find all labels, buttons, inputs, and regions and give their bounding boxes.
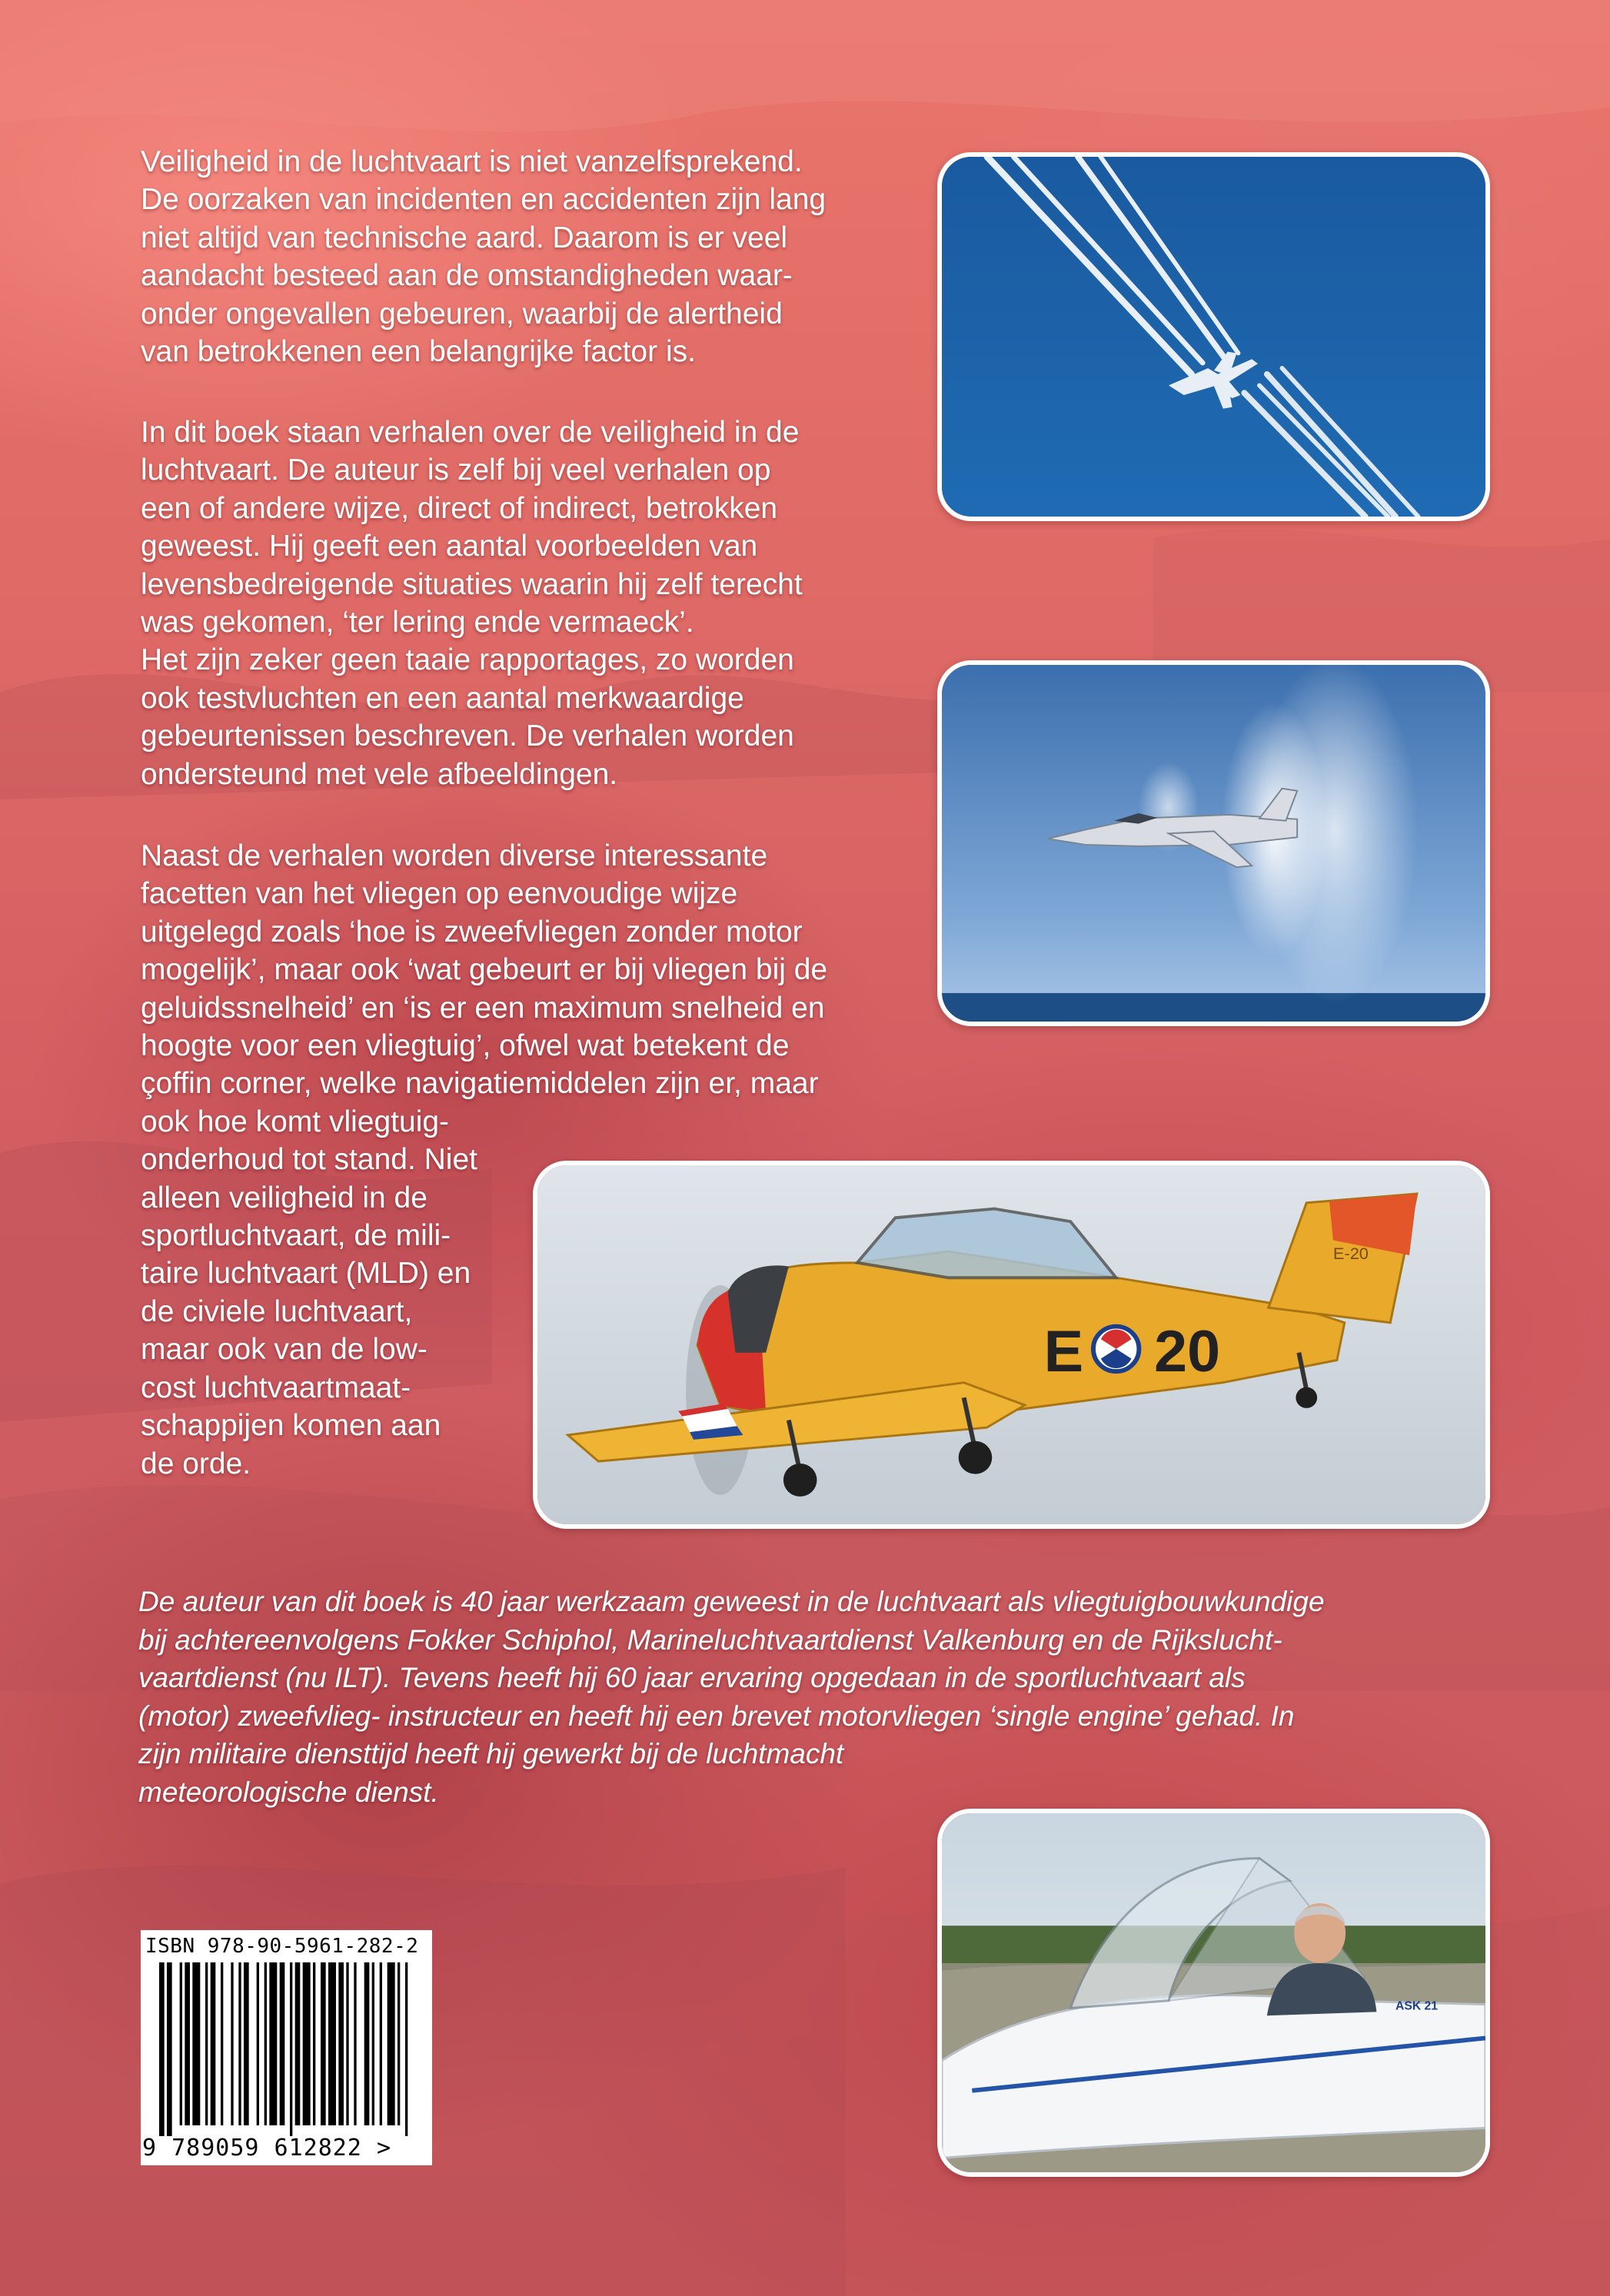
- barcode-bar: [338, 1962, 344, 2125]
- photo-author-in-glider: [937, 1809, 1490, 2177]
- barcode-bar: [257, 1962, 259, 2125]
- photo-fighter-jet-vapor-cone: [937, 660, 1490, 1026]
- barcode-bar: [295, 1962, 301, 2125]
- topics-paragraph: Naast de verhalen worden diverse interessante facetten van het vliegen op eenvoudige wijze uitgelegd zoals ‘hoe is zweefvliegen zonder motor mogelijk’, maar ook ‘wat gebeurt er bij vliegen bij de geluidssnelheid’ en ‘is er een maximum snelheid en hoogte voor een vliegtuig’, ofwel wat betekent de çoffin corner, welke navigatiemiddelen zijn er, maar ook hoe komt vliegtuig- onderhoud tot stand. Niet alleen veiligheid in de sportluchtvaart, de mili- taire luchtvaart (MLD) en de civiele luchtvaart, maar ook van de low- cost luchtvaartmaat- schappijen komen aan de orde.: [141, 839, 828, 1480]
- barcode-bar: [238, 1962, 241, 2125]
- photo-airliner-contrails: [937, 152, 1490, 521]
- barcode-bar: [185, 1962, 190, 2125]
- barcode-bar: [180, 1962, 182, 2125]
- barcode-bar: [244, 1962, 249, 2125]
- barcode-bar: [211, 1962, 216, 2125]
- trainer-number-text: 20: [1154, 1319, 1221, 1384]
- barcode-bar: [328, 1962, 336, 2125]
- isbn-digits: 9 789059 612822 >: [142, 2135, 392, 2161]
- barcode-bar: [167, 1962, 172, 2136]
- barcode-bar: [346, 1962, 348, 2125]
- barcode-bar: [280, 1962, 285, 2125]
- barcode-bar: [388, 1962, 395, 2125]
- barcode-bar: [264, 1962, 267, 2125]
- photo-yellow-trainer-aircraft: [533, 1161, 1490, 1529]
- trainer-code-text: E: [1043, 1319, 1084, 1384]
- barcode-bar: [221, 1962, 223, 2125]
- barcode-bar: [398, 1962, 400, 2125]
- barcode-bar: [303, 1962, 311, 2125]
- book-content-paragraph: In dit boek staan verhalen over de veiligheid in de luchtvaart. De auteur is zelf bij veel verhalen op een of andere wijze, direct of indirect, betrokken geweest. Hij geeft een aantal voorbeelden van levensbedreigende situaties waarin hij zelf terecht was gekomen, ‘ter lering ende vermaeck’. Het zijn zeker geen taaie rapportages, zo worden ook testvluchten en een aantal merkwaardige gebeurtenissen beschreven. De verhalen worden ondersteund met vele afbeeldingen.: [141, 416, 803, 791]
- author-biography: De auteur van dit boek is 40 jaar werkzaam geweest in de luchtvaart als vliegtuigbouwkundige bij achtereenvolgens Fokker Schiphol, Marineluchtvaartdienst Valkenburg en de Rijkslucht- vaartdienst (nu ILT). Tevens heeft hij 60 jaar ervaring opgedaan in de sportluchtvaart als (motor) zweefvlieg- instructeur en heeft hij een brevet motorvliegen ‘single engine’ gehad. In zijn militaire diensttijd heeft hij gewerkt bij de luchtmacht meteorologische dienst.: [138, 1586, 1325, 1808]
- barcode-bar: [313, 1962, 315, 2125]
- barcode-bar: [205, 1962, 208, 2125]
- barcode-bar: [372, 1962, 374, 2125]
- barcode-bar: [269, 1962, 277, 2125]
- barcode-bar: [354, 1962, 356, 2125]
- intro-paragraph: Veiligheid in de luchtvaart is niet vanzelfsprekend. De oorzaken van incidenten en accidenten zijn lang niet altijd van technische aard. Daarom is er veel aandacht besteed aan de omstandigheden waar- onder ongevallen gebeuren, waarbij de alertheid van betrokkenen een belangrijke factor is.: [141, 145, 827, 369]
- tail-code-text: E-20: [1332, 1244, 1369, 1263]
- barcode-bar: [159, 1962, 165, 2136]
- glider-registration-text: ASK 21: [1395, 1999, 1439, 2013]
- barcode-bar: [364, 1962, 370, 2125]
- barcode-bar: [380, 1962, 382, 2125]
- barcode-bars: [159, 1962, 413, 2136]
- isbn-barcode: [141, 1930, 432, 2165]
- barcode-bar: [321, 1962, 326, 2125]
- isbn-label: ISBN 978-90-5961-282-2: [145, 1935, 419, 1958]
- barcode-bar: [231, 1962, 233, 2125]
- barcode-bar: [192, 1962, 200, 2125]
- barcode-bar: [405, 1962, 407, 2136]
- barcode-bar: [290, 1962, 292, 2136]
